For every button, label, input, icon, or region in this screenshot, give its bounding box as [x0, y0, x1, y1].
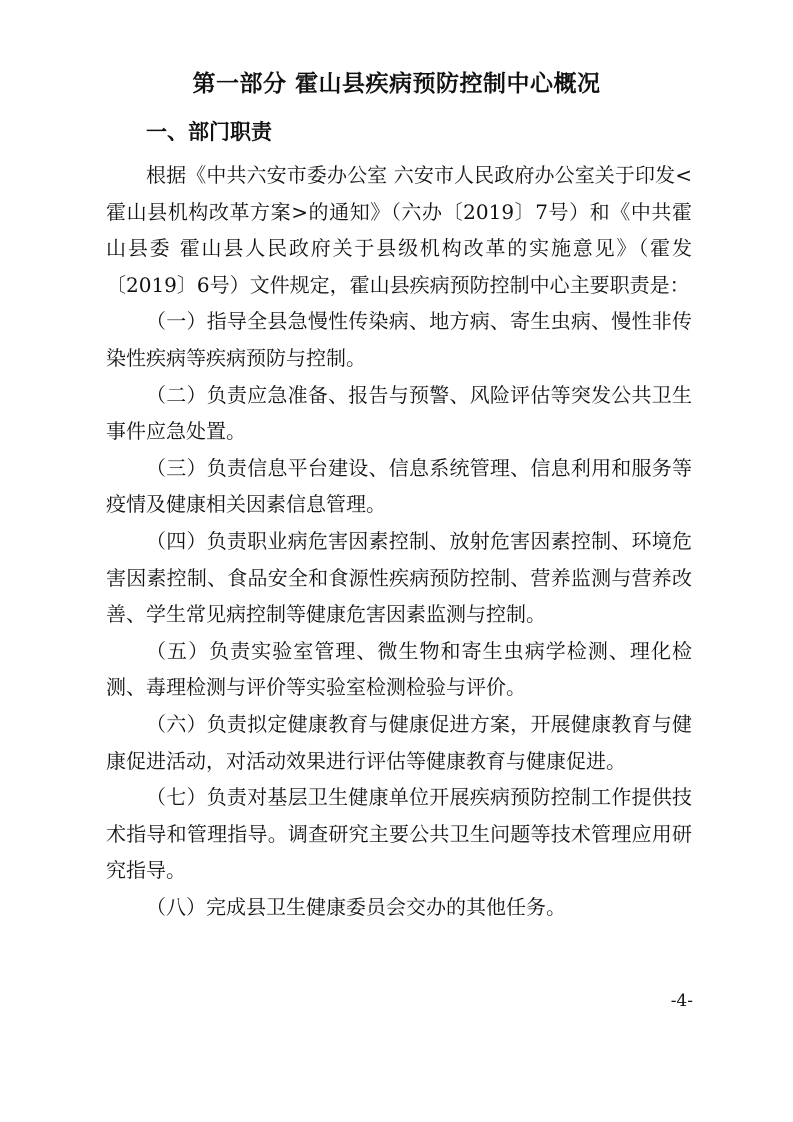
duty-item-1: （一）指导全县急慢性传染病、地方病、寄生虫病、慢性非传染性疾病等疾病预防与控制。	[106, 309, 692, 370]
duty-item-2: （二）负责应急准备、报告与预警、风险评估等突发公共卫生事件应急处置。	[106, 382, 692, 444]
duty-item-4: （四）负责职业病危害因素控制、放射危害因素控制、环境危害因素控制、食品安全和食源性疾病预防控制、营养监测与营养改善、学生常见病控制等健康危害因素监测与控制。	[106, 528, 692, 627]
page-number: -4-	[670, 991, 693, 1011]
intro-paragraph: 根据《中共六安市委办公室 六安市人民政府办公室关于印发<霍山县机构改革方案>的通知》（六办〔2019〕7号）和《中共霍山县委 霍山县人民政府关于县级机构改革的实施意见》（霍发〔2019〕6号）文件规定，霍山县疾病预防控制中心主要职责是：	[106, 163, 692, 297]
duty-item-8: （八）完成县卫生健康委员会交办的其他任务。	[146, 894, 566, 919]
duty-item-5: （五）负责实验室管理、微生物和寄生虫病学检测、理化检测、毒理检测与评价等实验室检测检验与评价。	[106, 638, 692, 700]
section-heading: 一、部门职责	[146, 120, 272, 144]
body-text	[106, 157, 692, 925]
duty-item-3: （三）负责信息平台建设、信息系统管理、信息利用和服务等疫情及健康相关因素信息管理。	[106, 455, 692, 517]
duty-item-7: （七）负责对基层卫生健康单位开展疾病预防控制工作提供技术指导和管理指导。调查研究主要公共卫生问题等技术管理应用研究指导。	[106, 785, 692, 883]
page-title: 第一部分 霍山县疾病预防控制中心概况	[192, 71, 601, 97]
duty-item-6: （六）负责拟定健康教育与健康促进方案，开展健康教育与健康促进活动，对活动效果进行评估等健康教育与健康促进。	[106, 711, 692, 773]
